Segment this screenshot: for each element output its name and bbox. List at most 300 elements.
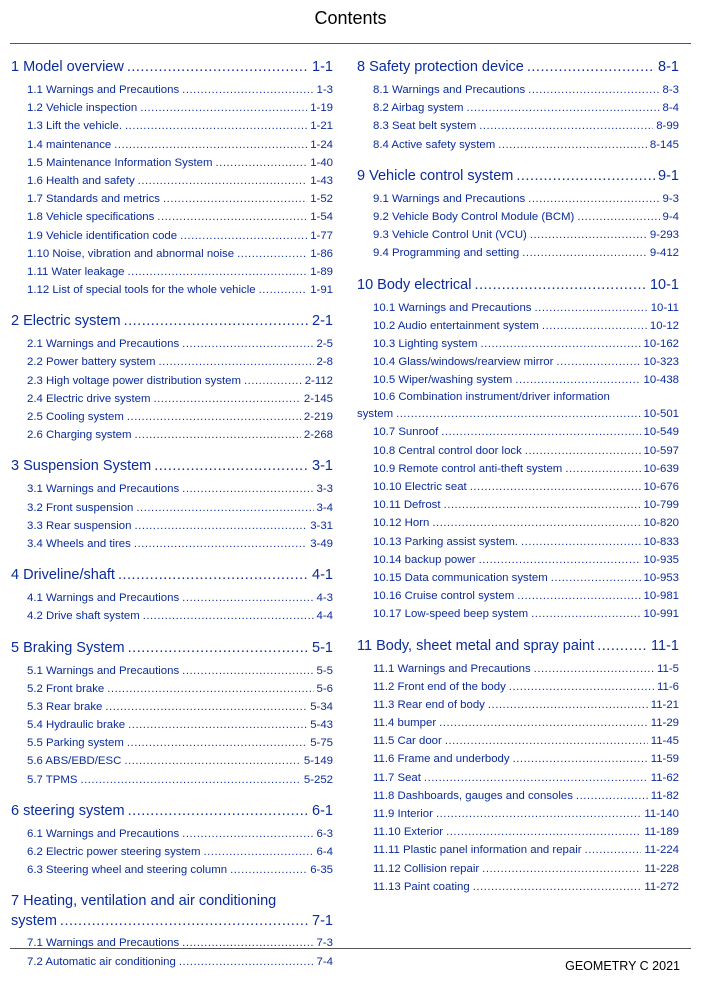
toc-chapter-entry-label: 6 steering system [11, 802, 125, 819]
dot-leader [424, 769, 648, 787]
toc-section-entry-label: 1.1 Warnings and Precautions [27, 84, 180, 96]
toc-section-entry-label: 10.14 backup power [373, 553, 476, 566]
dot-leader [114, 136, 307, 154]
toc-section-entry[interactable] [11, 408, 333, 426]
toc-section-entry-page-number: 1-54 [310, 211, 333, 224]
toc-chapter-entry[interactable] [357, 636, 679, 657]
toc-section-entry[interactable] [11, 208, 333, 226]
toc-section-entry[interactable] [357, 99, 679, 117]
toc-section-entry-page-number: 5-34 [310, 700, 333, 713]
dot-leader [80, 771, 300, 789]
toc-section-entry[interactable] [357, 860, 679, 878]
toc-section-entry-page-number: 3-4 [316, 501, 333, 514]
dot-leader [136, 499, 313, 517]
toc-section-entry[interactable] [357, 442, 679, 460]
toc-section-entry[interactable] [11, 734, 333, 752]
toc-section-continuation-page-number: 10-501 [643, 408, 679, 421]
toc-section-entry-label: 11.3 Rear end of body [373, 698, 485, 711]
toc-section-entry[interactable] [357, 299, 679, 317]
dot-leader [134, 517, 307, 535]
toc-section-entry-page-number: 1-86 [310, 247, 333, 260]
toc-section-entry-label: 11.1 Warnings and Precautions [373, 662, 531, 675]
toc-section-entry-page-number: 8-3 [662, 84, 679, 96]
toc-section-entry[interactable] [11, 227, 333, 245]
toc-section-entry[interactable] [11, 136, 333, 154]
toc-section-entry-label: 10.9 Remote control anti-theft system [373, 462, 563, 475]
toc-section-entry-label: 7.1 Warnings and Precautions [27, 937, 180, 950]
toc-section-entry-page-number: 10-438 [643, 374, 679, 387]
dot-leader [528, 190, 659, 208]
toc-section-entry[interactable] [11, 716, 333, 734]
dot-leader [473, 878, 642, 896]
toc-section-entry-page-number: 6-4 [316, 846, 333, 858]
top-divider [10, 43, 691, 44]
toc-section-entry[interactable] [357, 353, 679, 371]
toc-chapter-entry[interactable] [357, 57, 679, 78]
dot-leader [530, 226, 647, 244]
toc-section-entry-page-number: 11-21 [650, 698, 679, 711]
toc-section-entry-page-number: 1-43 [310, 174, 333, 187]
toc-chapter-entry-label: 8 Safety protection device [357, 59, 524, 75]
toc-section-entry-page-number: 2-268 [303, 429, 333, 442]
toc-section-entry-label: 10.12 Horn [373, 517, 430, 530]
toc-section-entry[interactable] [11, 771, 333, 789]
toc-chapter-entry-label: 1 Model overview [11, 59, 124, 75]
toc-section-entry-label: 11.13 Paint coating [373, 880, 470, 893]
toc-section-entry-label: 1.11 Water leakage [27, 265, 125, 278]
toc-section-entry[interactable] [357, 787, 679, 805]
toc-section-entry[interactable] [11, 698, 333, 716]
toc-section-entry[interactable] [11, 390, 333, 408]
toc-section-entry-page-number: 11-272 [644, 880, 679, 893]
dot-leader [577, 208, 659, 226]
toc-section-entry[interactable] [357, 587, 679, 605]
toc-section-entry[interactable] [11, 480, 333, 498]
dot-leader [522, 244, 647, 262]
toc-right-column [357, 57, 679, 896]
toc-section-entry[interactable] [11, 517, 333, 535]
toc-section-entry[interactable] [357, 750, 679, 768]
toc-chapter-entry[interactable] [11, 311, 333, 332]
toc-section-entry[interactable] [357, 878, 679, 896]
toc-chapter-entry-label: 2 Electric system [11, 313, 121, 330]
toc-section-entry-label: 9.3 Vehicle Control Unit (VCU) [373, 229, 527, 242]
toc-section-entry-page-number: 11-189 [644, 826, 679, 839]
toc-section-entry[interactable] [11, 535, 333, 553]
toc-chapter-entry-page-number: 10-1 [649, 276, 679, 293]
dot-leader [128, 801, 309, 822]
dot-leader [480, 335, 640, 353]
dot-leader [138, 172, 308, 190]
dot-leader [479, 117, 653, 135]
toc-section-entry-label: 2.4 Electric drive system [27, 392, 151, 405]
toc-section-entry-label: 10.16 Cruise control system [373, 590, 515, 603]
toc-chapter-entry-label: 3 Suspension System [11, 458, 152, 475]
toc-section-entry-page-number: 10-11 [650, 301, 679, 314]
toc-section-entry-page-number: 9-293 [649, 229, 679, 242]
toc-section-entry-page-number: 10-799 [643, 499, 679, 512]
toc-section-entry-label: 8.3 Seat belt system [373, 120, 477, 133]
dot-leader [157, 208, 307, 226]
toc-section-entry-page-number: 2-145 [303, 392, 333, 405]
dot-leader [140, 99, 307, 117]
dot-leader [179, 953, 314, 971]
dot-leader [163, 190, 307, 208]
toc-section-entry-label: 6.2 Electric power steering system [27, 846, 201, 858]
dot-leader [182, 662, 313, 680]
toc-section-entry-label: 11.7 Seat [373, 771, 421, 784]
dot-leader [105, 698, 307, 716]
toc-section-entry-page-number: 8-4 [662, 102, 679, 115]
toc-section-entry-page-number: 2-8 [316, 356, 333, 369]
toc-section-entry-page-number: 10-991 [643, 608, 679, 621]
dot-leader [446, 823, 641, 841]
toc-section-entry-page-number: 1-77 [310, 229, 333, 242]
toc-section-entry[interactable] [357, 514, 679, 532]
toc-section-entry-page-number: 11-6 [657, 680, 679, 693]
toc-section-entry-label: 1.4 maintenance [27, 138, 112, 151]
toc-section-entry-label: 10.4 Glass/windows/rearview mirror [373, 356, 554, 369]
dot-leader [180, 227, 307, 245]
toc-section-entry[interactable] [357, 81, 679, 99]
toc-section-entry[interactable] [11, 99, 333, 117]
toc-chapter-entry-label: 11 Body, sheet metal and spray paint [357, 637, 595, 654]
toc-section-entry[interactable] [11, 335, 333, 353]
toc-section-entry-label: 5.3 Rear brake [27, 700, 103, 713]
toc-section-entry[interactable] [357, 714, 679, 732]
toc-section-entry[interactable] [357, 335, 679, 353]
toc-section-entry[interactable] [357, 732, 679, 750]
toc-section-entry[interactable] [357, 841, 679, 859]
dot-leader [128, 638, 309, 659]
toc-section-entry[interactable] [357, 805, 679, 823]
toc-chapter-entry[interactable] [11, 801, 333, 822]
toc-section-entry-page-number: 10-935 [643, 553, 679, 566]
toc-chapter-continuation-page-number: 7-1 [312, 913, 333, 930]
toc-section-entry-label: 8.4 Active safety system [373, 138, 496, 151]
toc-section-entry-label: 10.5 Wiper/washing system [373, 374, 513, 387]
toc-section-entry-label: 8.2 Airbag system [373, 102, 464, 115]
dot-leader [436, 805, 641, 823]
toc-section-entry-page-number: 10-162 [643, 337, 679, 350]
toc-section-entry[interactable] [11, 843, 333, 861]
toc-section-entry-page-number: 10-981 [643, 590, 679, 603]
dot-leader [531, 605, 640, 623]
dot-leader [482, 860, 641, 878]
toc-chapter-entry[interactable] [11, 891, 333, 931]
toc-section-entry-page-number: 10-820 [643, 517, 679, 530]
toc-section-entry-page-number: 5-75 [310, 737, 333, 750]
toc-section-entry[interactable] [11, 953, 333, 971]
toc-section-entry[interactable] [357, 244, 679, 262]
dot-leader [585, 841, 642, 859]
toc-section-entry-page-number: 10-597 [643, 444, 679, 457]
toc-section-entry-label: 10.1 Warnings and Precautions [373, 301, 532, 314]
toc-chapter-entry[interactable] [11, 638, 333, 659]
toc-chapter-continuation [11, 911, 333, 931]
toc-section-entry[interactable] [11, 934, 333, 952]
toc-section-entry-page-number: 3-3 [316, 483, 333, 496]
dot-leader [445, 732, 648, 750]
dot-leader [216, 154, 308, 172]
toc-section-entry-label: 1.12 List of special tools for the whole vehicle [27, 284, 256, 297]
toc-chapter-entry-page-number: 1-1 [312, 59, 333, 75]
toc-section-entry-label: 1.3 Lift the vehicle. [27, 120, 122, 133]
toc-section-entry[interactable] [357, 117, 679, 135]
toc-section-entry-label: 8.1 Warnings and Precautions [373, 84, 526, 96]
dot-leader [128, 263, 308, 281]
toc-section-entry-label: 1.8 Vehicle specifications [27, 211, 155, 224]
toc-chapter-entry-page-number: 2-1 [312, 313, 333, 330]
toc-chapter-entry-label: 9 Vehicle control system [357, 167, 514, 184]
toc-section-entry[interactable] [357, 136, 679, 154]
toc-section-entry[interactable] [11, 426, 333, 444]
toc-section-entry[interactable] [11, 662, 333, 680]
toc-section-entry[interactable] [11, 861, 333, 879]
toc-section-entry-page-number: 4-3 [316, 592, 333, 605]
toc-section-entry[interactable] [357, 190, 679, 208]
toc-section-entry-page-number: 3-49 [310, 537, 333, 550]
toc-section-entry-label: 10.17 Low-speed beep system [373, 608, 529, 621]
dot-leader [488, 696, 648, 714]
toc-section-entry-page-number: 1-89 [310, 265, 333, 278]
dot-leader [597, 636, 648, 657]
toc-chapter-entry[interactable] [11, 456, 333, 477]
toc-section-entry-label: 3.2 Front suspension [27, 501, 134, 514]
toc-section-entry-label: 10.3 Lighting system [373, 337, 478, 350]
toc-chapter-entry[interactable] [357, 166, 679, 187]
toc-chapter-entry-label: 10 Body electrical [357, 276, 472, 293]
dot-leader [127, 734, 307, 752]
dot-leader [154, 456, 309, 477]
page-title: Contents [314, 8, 387, 28]
toc-chapter-entry[interactable] [357, 275, 679, 296]
toc-section-entry-page-number: 11-82 [650, 789, 679, 802]
toc-section-entry[interactable] [11, 81, 333, 99]
toc-section-entry[interactable] [357, 823, 679, 841]
toc-section-entry-label: 3.4 Wheels and tires [27, 537, 131, 550]
toc-section-entry-page-number: 7-3 [316, 937, 333, 950]
toc-section-entry-label: 4.1 Warnings and Precautions [27, 592, 180, 605]
toc-chapter-entry-page-number: 4-1 [312, 567, 333, 584]
toc-section-entry-page-number: 6-35 [310, 864, 333, 877]
dot-leader [182, 589, 313, 607]
toc-section-entry[interactable] [11, 680, 333, 698]
toc-section-entry[interactable] [357, 389, 679, 423]
toc-section-entry-label: 5.6 ABS/EBD/ESC [27, 755, 122, 768]
dot-leader [444, 496, 641, 514]
toc-section-entry-page-number: 5-149 [303, 755, 333, 768]
toc-section-entry-label: 11.8 Dashboards, gauges and consoles [373, 789, 573, 802]
dot-leader [230, 861, 307, 879]
toc-section-entry-label: 9.1 Warnings and Precautions [373, 192, 526, 205]
toc-section-entry[interactable] [357, 478, 679, 496]
toc-section-entry[interactable] [11, 825, 333, 843]
toc-section-entry[interactable] [11, 281, 333, 299]
toc-section-entry-label: 5.7 TPMS [27, 773, 78, 786]
toc-section-entry-label: 11.12 Collision repair [373, 862, 480, 875]
toc-section-entry[interactable] [11, 245, 333, 263]
toc-chapter-entry-page-number: 8-1 [658, 59, 679, 75]
toc-section-entry-label: 11.5 Car door [373, 735, 442, 748]
toc-section-continuation [357, 405, 679, 423]
toc-section-entry[interactable] [11, 263, 333, 281]
toc-section-entry[interactable] [357, 769, 679, 787]
toc-section-entry[interactable] [357, 208, 679, 226]
toc-section-entry-label: 2.2 Power battery system [27, 356, 156, 369]
toc-section-entry[interactable] [11, 154, 333, 172]
toc-section-entry-page-number: 1-21 [310, 120, 333, 133]
toc-section-entry-label: 9.4 Programming and setting [373, 247, 520, 260]
dot-leader [535, 299, 648, 317]
dot-leader [203, 843, 313, 861]
dot-leader [124, 752, 301, 770]
toc-section-entry-page-number: 10-12 [649, 319, 679, 332]
dot-leader [237, 245, 307, 263]
toc-section-entry-page-number: 10-953 [643, 571, 679, 584]
toc-section-entry-page-number: 11-29 [650, 717, 679, 730]
toc-section-entry-label: 1.9 Vehicle identification code [27, 229, 178, 242]
toc-chapter-entry[interactable] [11, 565, 333, 586]
toc-section-entry-label: 6.3 Steering wheel and steering column [27, 864, 228, 877]
dot-leader [470, 478, 641, 496]
toc-section-entry-label: 10.7 Sunroof [373, 426, 439, 439]
dot-leader [107, 680, 313, 698]
toc-chapter-entry[interactable] [11, 57, 333, 78]
dot-leader [124, 311, 309, 332]
dot-leader [441, 423, 640, 441]
dot-leader [576, 787, 648, 805]
dot-leader [556, 353, 640, 371]
dot-leader [515, 371, 640, 389]
toc-chapter-entry-label: 5 Braking System [11, 639, 125, 656]
toc-section-entry[interactable] [357, 226, 679, 244]
toc-section-entry-page-number: 7-4 [316, 955, 333, 968]
toc-section-entry-label: 11.2 Front end of the body [373, 680, 506, 693]
toc-section-entry-page-number: 1-19 [310, 102, 333, 115]
toc-section-entry-label: 10.11 Defrost [373, 499, 441, 512]
toc-section-entry-label: 3.3 Rear suspension [27, 519, 132, 532]
toc-section-entry-label: 5.5 Parking system [27, 737, 124, 750]
toc-section-entry[interactable] [357, 696, 679, 714]
toc-section-entry[interactable] [357, 423, 679, 441]
toc-section-entry-label: 3.1 Warnings and Precautions [27, 483, 180, 496]
dot-leader [244, 372, 302, 390]
dot-leader [467, 99, 660, 117]
toc-section-entry-page-number: 11-228 [644, 862, 679, 875]
toc-section-entry-label: 1.2 Vehicle inspection [27, 102, 138, 115]
toc-left-column [11, 57, 333, 971]
toc-section-entry-page-number: 10-639 [643, 462, 679, 475]
toc-section-entry[interactable] [357, 317, 679, 335]
toc-section-entry-page-number: 8-145 [649, 138, 679, 151]
toc-chapter-entry-page-number: 11-1 [651, 637, 679, 654]
toc-section-entry-label: 10.8 Central control door lock [373, 444, 522, 457]
dot-leader [60, 911, 309, 931]
footer-text: GEOMETRY C 2021 [565, 959, 680, 973]
dot-leader [125, 117, 307, 135]
toc-chapter-entry-label: 4 Driveline/shaft [11, 567, 115, 584]
toc-section-entry-page-number: 10-676 [643, 481, 679, 493]
toc-section-entry[interactable] [357, 551, 679, 569]
dot-leader [439, 714, 648, 732]
toc-section-entry[interactable] [11, 353, 333, 371]
toc-section-entry[interactable] [11, 752, 333, 770]
toc-section-entry[interactable] [11, 499, 333, 517]
toc-section-entry[interactable] [357, 605, 679, 623]
toc-section-entry-page-number: 6-3 [316, 827, 333, 840]
toc-section-entry[interactable] [357, 533, 679, 551]
toc-section-entry-page-number: 2-112 [304, 374, 333, 387]
toc-chapter-label-line1: 7 Heating, ventilation and air conditioning [11, 893, 277, 910]
toc-section-entry[interactable] [357, 660, 679, 678]
dot-leader [528, 81, 659, 99]
dot-leader [565, 460, 640, 478]
dot-leader [513, 750, 648, 768]
toc-section-entry[interactable] [11, 190, 333, 208]
dot-leader [182, 81, 313, 99]
toc-section-entry-label: 9.2 Vehicle Body Control Module (BCM) [373, 210, 575, 223]
toc-section-entry-page-number: 5-5 [316, 664, 333, 677]
dot-leader [128, 716, 307, 734]
toc-section-entry-label: 10.15 Data communication system [373, 571, 548, 584]
toc-section-entry-page-number: 1-52 [310, 193, 333, 206]
toc-section-entry-page-number: 11-59 [650, 753, 679, 766]
dot-leader [118, 565, 309, 586]
toc-section-entry-label: 7.2 Automatic air conditioning [27, 955, 176, 968]
toc-section-continuation-label: system [357, 408, 394, 421]
toc-section-entry-page-number: 9-412 [649, 247, 679, 260]
toc-section-entry[interactable] [11, 589, 333, 607]
toc-section-entry-page-number: 2-219 [303, 411, 333, 423]
toc-section-entry-label: 2.5 Cooling system [27, 411, 124, 423]
dot-leader [159, 353, 314, 371]
toc-chapter-entry-page-number: 5-1 [312, 639, 333, 656]
toc-section-entry-label: 10.13 Parking assist system. [373, 535, 518, 548]
toc-section-entry-label: 5.2 Front brake [27, 682, 105, 695]
toc-section-entry-label: 10.2 Audio entertainment system [373, 319, 539, 332]
dot-leader [182, 825, 313, 843]
dot-leader [479, 551, 641, 569]
toc-section-label-line1: 10.6 Combination instrument/driver information [373, 391, 610, 404]
bottom-divider [10, 948, 691, 949]
toc-chapter-entry-page-number: 9-1 [658, 167, 679, 184]
toc-section-entry[interactable] [357, 569, 679, 587]
toc-section-entry-page-number: 8-99 [656, 120, 679, 133]
dot-leader [509, 678, 654, 696]
dot-leader [396, 405, 640, 423]
toc-section-entry-label: 2.1 Warnings and Precautions [27, 338, 180, 351]
dot-leader [153, 390, 300, 408]
dot-leader [521, 533, 641, 551]
toc-section-entry[interactable] [11, 607, 333, 625]
toc-section-entry[interactable] [357, 678, 679, 696]
dot-leader [534, 660, 654, 678]
toc-section-entry[interactable] [11, 372, 333, 390]
toc-section-entry-page-number: 5-43 [310, 719, 333, 732]
toc-section-entry[interactable] [357, 496, 679, 514]
toc-section-entry[interactable] [11, 172, 333, 190]
toc-section-entry-label: 5.1 Warnings and Precautions [27, 664, 180, 677]
toc-section-entry[interactable] [11, 117, 333, 135]
toc-section-entry-page-number: 10-833 [643, 535, 679, 548]
toc-chapter-entry-page-number: 3-1 [312, 458, 333, 475]
toc-section-entry[interactable] [357, 460, 679, 478]
toc-section-entry-label: 1.10 Noise, vibration and abnormal noise [27, 247, 235, 260]
toc-section-entry[interactable] [357, 371, 679, 389]
toc-chapter-continuation-label: system [11, 913, 57, 930]
dot-leader [516, 166, 655, 187]
